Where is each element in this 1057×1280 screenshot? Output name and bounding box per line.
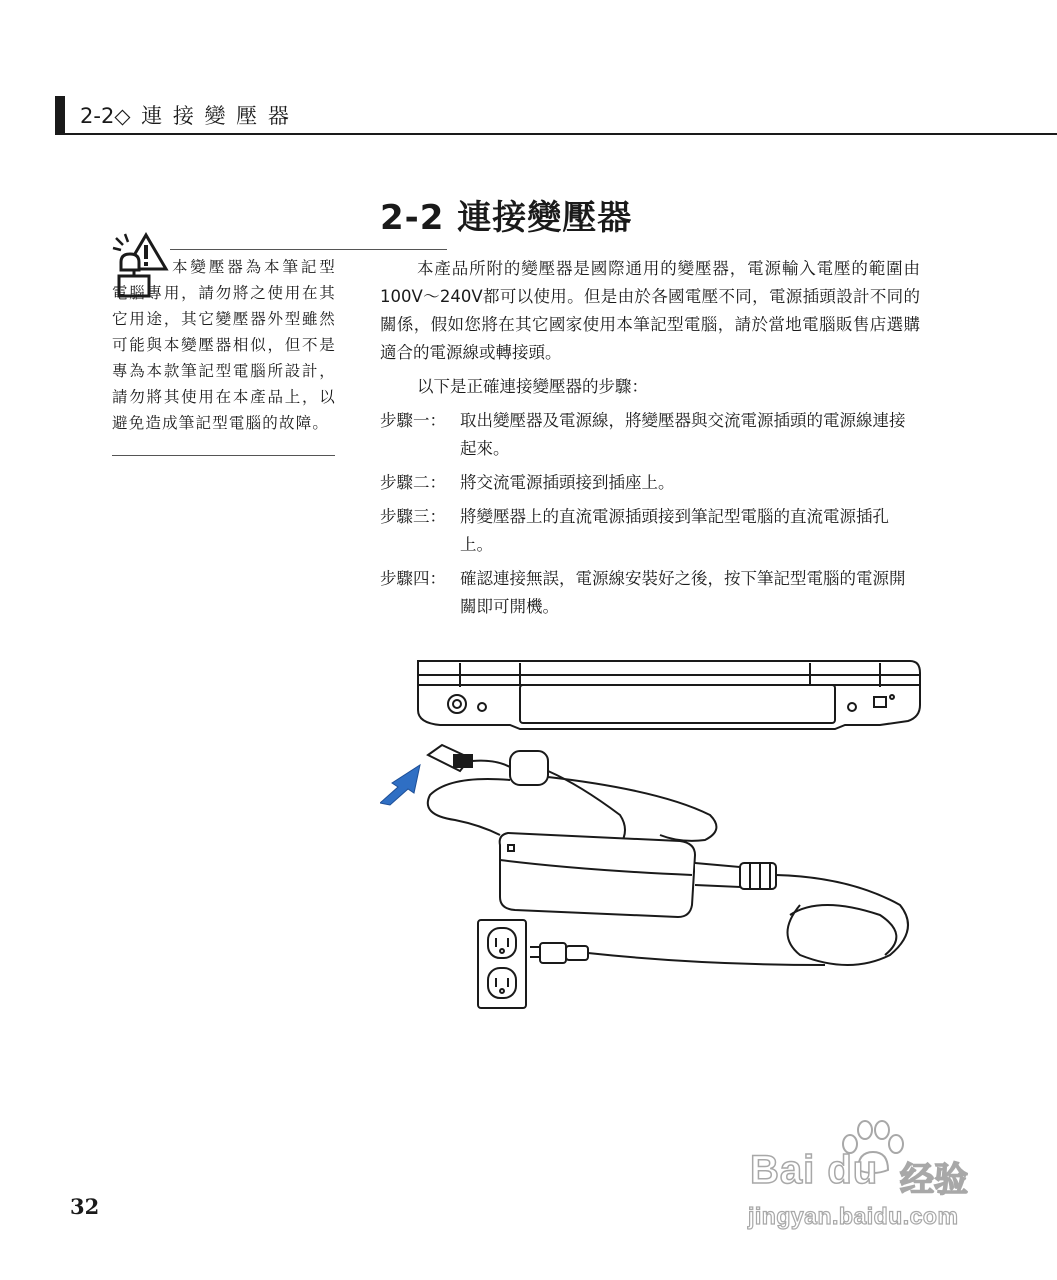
steps-list <box>380 407 920 621</box>
note-text: 本變壓器為本筆記型電腦專用，請勿將之使用在其它用途，其它變壓器外型雖然可能與本變壓器相似，但不是專為本款筆記型電腦所設計，請勿將其使用在本產品上，以避免造成筆記型電腦的故障。 <box>112 258 336 432</box>
running-header <box>80 100 291 130</box>
page-number: 32 <box>70 1194 100 1219</box>
step-label: 步驟四： <box>380 569 446 588</box>
steps-intro: 以下是正確連接變壓器的步驟： <box>417 377 648 396</box>
watermark-brand: Bai du <box>750 1148 879 1192</box>
step-label: 步驟一： <box>380 411 446 430</box>
watermark-url: jingyan.baidu.com <box>748 1203 959 1229</box>
intro-paragraph: 本產品所附的變壓器是國際通用的變壓器，電源輸入電壓的範圍由100V～240V都可以使用。但是由於各國電壓不同，電源插頭設計不同的關係，假如您將在其它國家使用本筆記型電腦，請於當地電腦販售店選購適合的電源線或轉接頭。 <box>380 259 920 362</box>
step-item <box>380 469 920 497</box>
header-diamond: ◇ <box>114 104 133 128</box>
dc-plug-icon <box>428 745 717 845</box>
header-rule <box>55 133 1057 135</box>
up-arrow-icon <box>380 765 420 805</box>
header-title: 連 接 變 壓 器 <box>141 104 291 128</box>
body-text <box>380 255 920 627</box>
step-text: 將交流電源插頭接到插座上。 <box>460 473 675 492</box>
header-accent-bar <box>55 96 65 135</box>
page-title: 2-2 連接變壓器 <box>380 198 633 238</box>
wall-outlet-icon <box>478 920 825 1008</box>
step-label: 步驟三： <box>380 507 446 526</box>
step-text: 取出變壓器及電源線，將變壓器與交流電源插頭的電源線連接起來。 <box>460 411 906 458</box>
baidu-watermark <box>740 1118 1000 1238</box>
note-bottom-rule <box>112 455 335 456</box>
watermark-cn: 经验 <box>900 1160 968 1200</box>
step-item <box>380 565 920 621</box>
step-text: 確認連接無誤，電源線安裝好之後，按下筆記型電腦的電源開關即可開機。 <box>460 569 906 616</box>
step-text: 將變壓器上的直流電源插頭接到筆記型電腦的直流電源插孔上。 <box>460 507 889 554</box>
step-item <box>380 407 920 463</box>
note-top-rule <box>170 249 447 250</box>
step-item <box>380 503 920 559</box>
header-section-number: 2-2 <box>80 104 115 128</box>
adapter-connection-figure <box>380 655 925 1015</box>
laptop-rear-icon <box>418 661 920 729</box>
step-label: 步驟二： <box>380 473 446 492</box>
